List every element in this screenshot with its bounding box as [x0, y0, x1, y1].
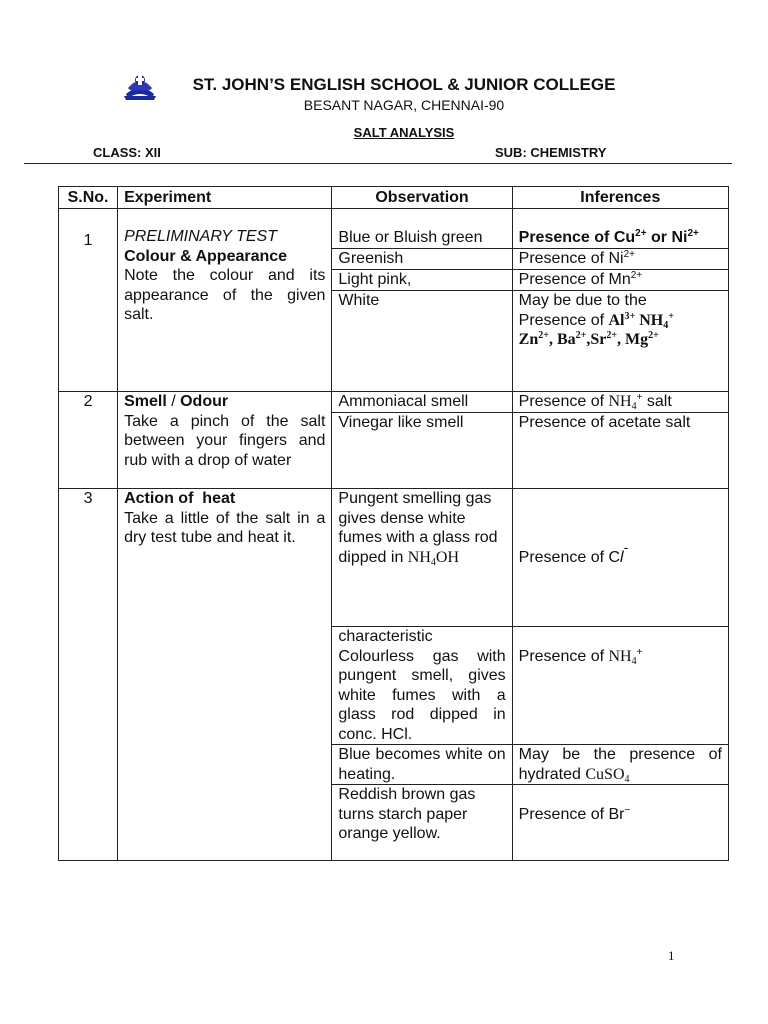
observation-text: Blue becomes white on heating. [338, 746, 506, 783]
table-row [59, 209, 729, 249]
table-row [59, 392, 729, 413]
observation-cell [332, 785, 512, 861]
ion-al: Al [608, 311, 625, 329]
inference-text: Presence of Ni [518, 250, 624, 268]
table-header-row [59, 187, 729, 209]
experiment-cell [118, 209, 332, 392]
inference-text: Presence of Mn [518, 271, 631, 289]
charge-superscript: + [636, 647, 643, 658]
inference-text: or Ni [646, 229, 688, 246]
experiment-subtitle: Colour & Appearance [124, 247, 288, 265]
charge-superscript: - [623, 539, 629, 556]
subscript: 4 [430, 556, 436, 568]
ion-ba: , Ba [548, 331, 576, 348]
inference-cell [512, 627, 728, 745]
observation-text: Blue or Bluish green [338, 229, 483, 246]
inference-cell [512, 413, 728, 489]
inference-cell [512, 291, 728, 392]
header-divider [24, 163, 732, 164]
observation-cell [332, 627, 512, 745]
school-name: ST. JOHN’S ENGLISH SCHOOL & JUNIOR COLLEGE [192, 75, 616, 94]
observation-cell [332, 291, 512, 392]
observation-cell [332, 392, 512, 413]
document-title: SALT ANALYSIS [353, 125, 455, 140]
observation-text: Greenish [338, 250, 404, 268]
charge-superscript: + [636, 392, 643, 403]
charge-superscript: 2+ [538, 330, 549, 341]
subscript: 4 [624, 773, 630, 785]
row-number [59, 392, 118, 489]
inference-text: salt [642, 393, 672, 410]
school-address: BESANT NAGAR, CHENNAI-90 [303, 97, 505, 113]
observation-cell [332, 249, 512, 270]
row-number-text: 1 [83, 232, 93, 249]
experiment-body: Take a little of the salt in a dry test tube and heat it. [124, 509, 326, 546]
charge-superscript: 2+ [648, 330, 659, 341]
ion-sr: ,Sr [586, 331, 607, 348]
inference-text: Presence of [518, 648, 609, 665]
header-inferences: Inferences [512, 187, 728, 209]
charge-superscript: 2+ [687, 228, 699, 239]
observation-text: Light pink, [338, 271, 412, 289]
subscript: 4 [631, 401, 637, 412]
experiment-title: Smell [124, 393, 167, 410]
row-number [59, 489, 118, 861]
inference-cell [512, 785, 728, 861]
subject-label: SUB: CHEMISTRY [495, 145, 607, 160]
inference-text: Presence of Br [518, 806, 625, 823]
inference-cell [512, 209, 728, 249]
observation-cell [332, 745, 512, 785]
compound-cuso4: CuSO [585, 765, 625, 783]
observation-text: White [338, 292, 380, 309]
charge-superscript: 2+ [623, 249, 635, 261]
observation-text: Pungent smelling gas gives dense white fumes with a glass rod dipped in [338, 490, 498, 566]
experiment-title: Odour [180, 393, 229, 410]
subscript: 4 [631, 656, 637, 667]
charge-superscript: 2+ [630, 270, 643, 282]
header-observation: Observation [332, 187, 512, 209]
charge-superscript: 2+ [635, 228, 647, 239]
experiment-title-sep: / [166, 393, 181, 410]
observation-cell [332, 270, 512, 291]
header-sno: S.No. [59, 187, 118, 209]
ion-nh4: NH [608, 648, 632, 665]
reagent-nh4oh: NH [407, 548, 431, 566]
inference-text: May be the presence of hydrated [518, 746, 722, 783]
observation-cell [332, 489, 512, 627]
inference-cell [512, 489, 728, 627]
inference-cell [512, 270, 728, 291]
reagent-nh4oh: OH [435, 548, 460, 566]
observation-cell [332, 209, 512, 249]
observation-text: Vinegar like smell [338, 414, 464, 431]
experiment-cell [118, 392, 332, 489]
charge-superscript: 2+ [575, 330, 587, 341]
inference-cell [512, 392, 728, 413]
charge-superscript: − [624, 805, 631, 816]
observation-text: characteristic Colourless gas with pungent smell, gives white fumes with a glass rod dipped in conc. HCl. [338, 628, 506, 743]
row-number-text: 3 [83, 490, 93, 507]
inference-text: Presence of [518, 393, 609, 410]
inference-text: Presence of [518, 311, 609, 329]
ion-nh4: NH [635, 311, 664, 329]
inference-text: Presence of C [518, 549, 621, 567]
row-number [59, 209, 118, 392]
inference-text: Presence of acetate salt [518, 414, 691, 431]
ion-nh4: NH [608, 393, 632, 410]
subscript: 4 [663, 319, 669, 331]
ion-mg: , Mg [617, 331, 649, 348]
observation-cell [332, 413, 512, 489]
experiment-body: Note the colour and its appearance of the given salt. [124, 267, 326, 323]
experiment-title: Action of heat [124, 490, 236, 507]
table-row [59, 489, 729, 627]
inference-cell [512, 249, 728, 270]
class-label: CLASS: XII [93, 145, 161, 160]
page-number: 1 [668, 948, 675, 963]
experiment-cell [118, 489, 332, 861]
inference-cell [512, 745, 728, 785]
row-number-text: 2 [83, 393, 93, 410]
charge-superscript: 3+ [624, 310, 636, 322]
inference-text: Presence of Cu [518, 229, 636, 246]
salt-analysis-table [58, 186, 729, 861]
experiment-title: PRELIMINARY TEST [124, 228, 277, 245]
charge-superscript: 2+ [606, 330, 618, 341]
charge-superscript: + [668, 310, 674, 322]
inference-text: l [620, 549, 624, 567]
header-experiment: Experiment [118, 187, 332, 209]
inference-text: May be due to the [518, 292, 647, 309]
observation-text: Reddish brown gas turns starch paper orange yellow. [338, 786, 476, 842]
observation-text: Ammoniacal smell [338, 393, 469, 410]
experiment-body: Take a pinch of the salt between your fingers and rub with a drop of water [124, 412, 326, 469]
ion-zn: Zn [518, 331, 539, 348]
